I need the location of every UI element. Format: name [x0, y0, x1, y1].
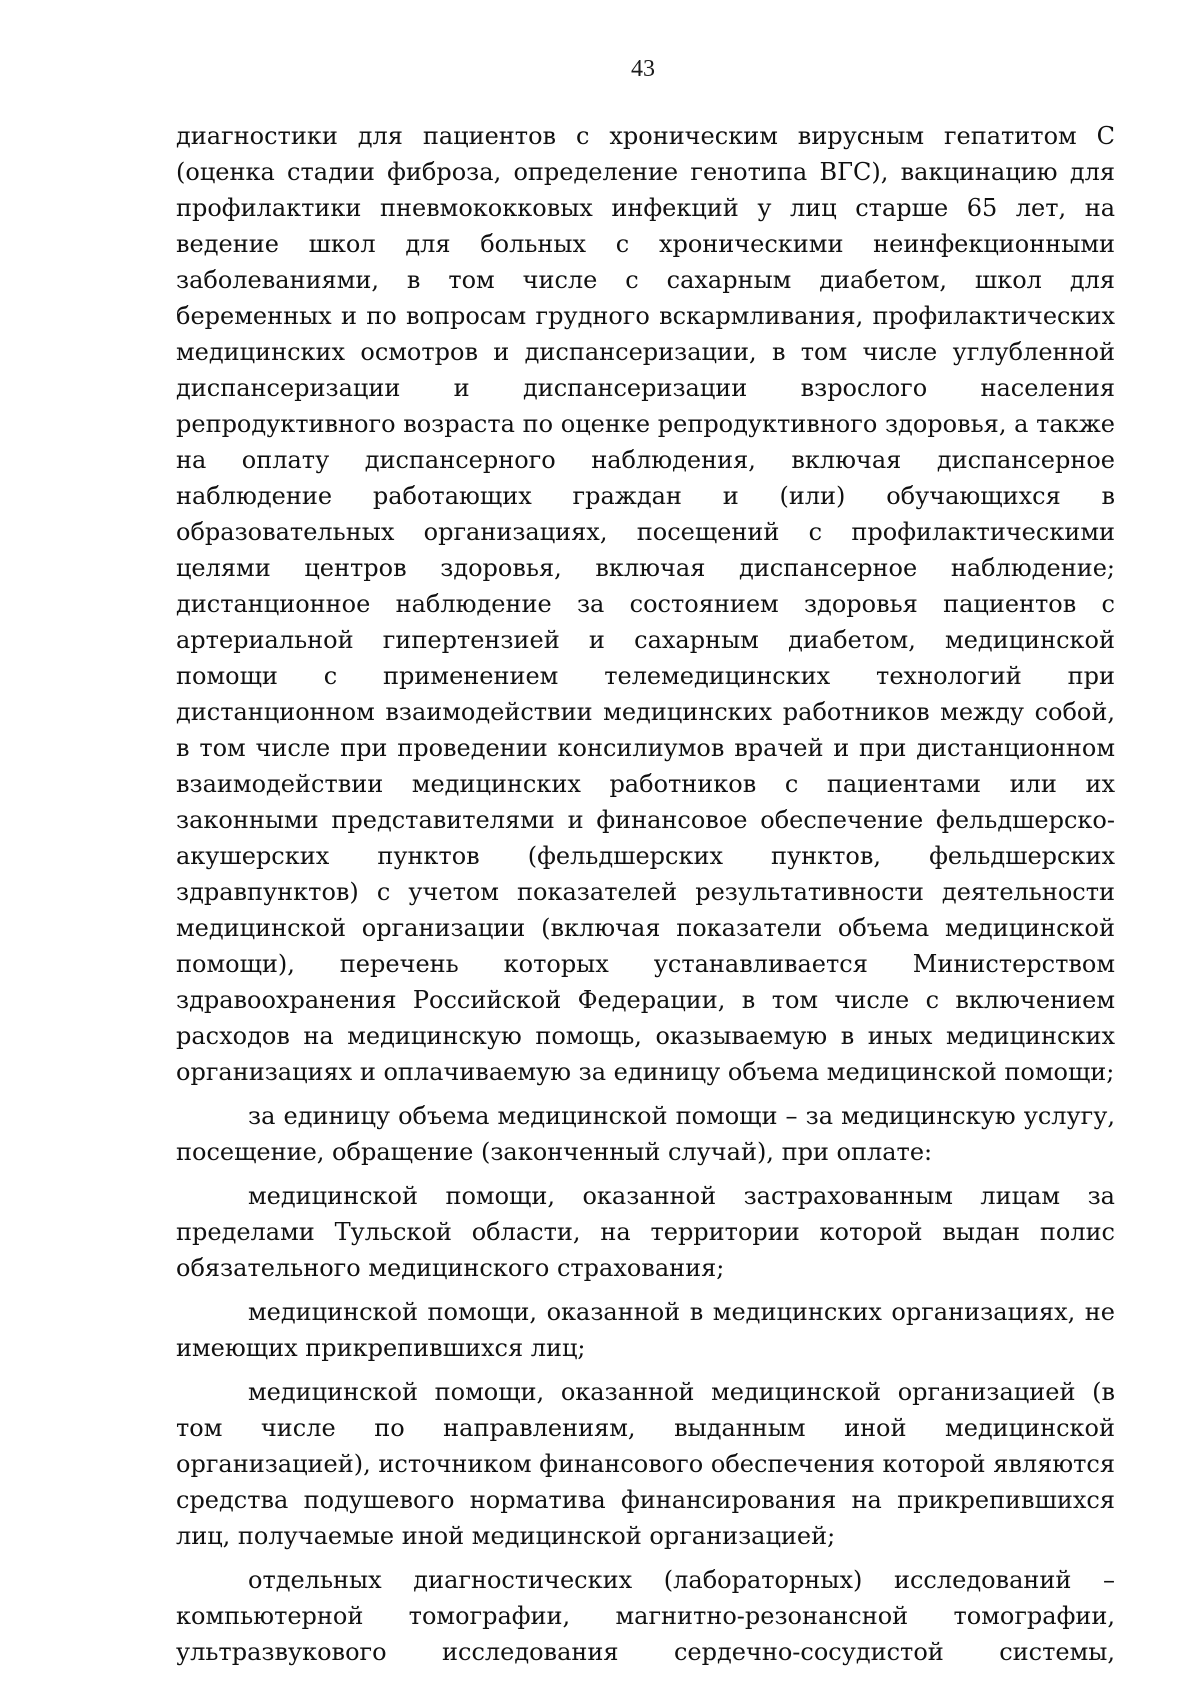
- paragraph: диагностики для пациентов с хроническим вирусным гепатитом С (оценка стадии фиброза, определение генотипа ВГС), вакцинацию для профилактики пневмококковых инфекций у лиц старше 65 лет, на ведение школ для больных с хроническими неинфекционными заболеваниями, в том числе с сахарным диабетом, школ для беременных и по вопросам грудного вскармливания, профилактических медицинских осмотров и диспансеризации, в том числе углубленной диспансеризации и диспансеризации взрослого населения репродуктивного возраста по оценке репродуктивного здоровья, а также на оплату диспансерного наблюдения, включая диспансерное наблюдение работающих граждан и (или) обучающихся в образовательных организациях, посещений с профилактическими целями центров здоровья, включая диспансерное наблюдение; дистанционное наблюдение за состоянием здоровья пациентов с артериальной гипертензией и сахарным диабетом, медицинской помощи с применением телемедицинских технологий при дистанционном взаимодействии медицинских работников между собой, в том числе при проведении консилиумов врачей и при дистанционном взаимодействии медицинских работников с пациентами или их законными представителями и финансовое обеспечение фельдшерско-акушерских пунктов (фельдшерских пунктов, фельдшерских здравпунктов) с учетом показателей результативности деятельности медицинской организации (включая показатели объема медицинской помощи), перечень которых устанавливается Министерством здравоохранения Российской Федерации, в том числе с включением расходов на медицинскую помощь, оказываемую в иных медицинских организациях и оплачиваемую за единицу объема медицинской помощи;: [176, 122, 1115, 1086]
- paragraph: отдельных диагностических (лабораторных) исследований – компьютерной томографии, магнитно-резонансной томографии, ультразвукового исследования сердечно-сосудистой системы,: [176, 1566, 1115, 1666]
- paragraph: медицинской помощи, оказанной медицинской организацией (в том числе по направлениям, выданным иной медицинской организацией), источником финансового обеспечения которой являются средства подушевого норматива финансирования на прикрепившихся лиц, получаемые иной медицинской организацией;: [176, 1378, 1115, 1550]
- paragraph: медицинской помощи, оказанной в медицинских организациях, не имеющих прикрепившихся лиц;: [176, 1298, 1115, 1362]
- page-number: 43: [631, 56, 655, 82]
- paragraph: за единицу объема медицинской помощи – за медицинскую услугу, посещение, обращение (законченный случай), при оплате:: [176, 1102, 1115, 1166]
- paragraph: медицинской помощи, оказанной застрахованным лицам за пределами Тульской области, на территории которой выдан полис обязательного медицинского страхования;: [176, 1182, 1115, 1282]
- document-body: [176, 118, 1115, 1678]
